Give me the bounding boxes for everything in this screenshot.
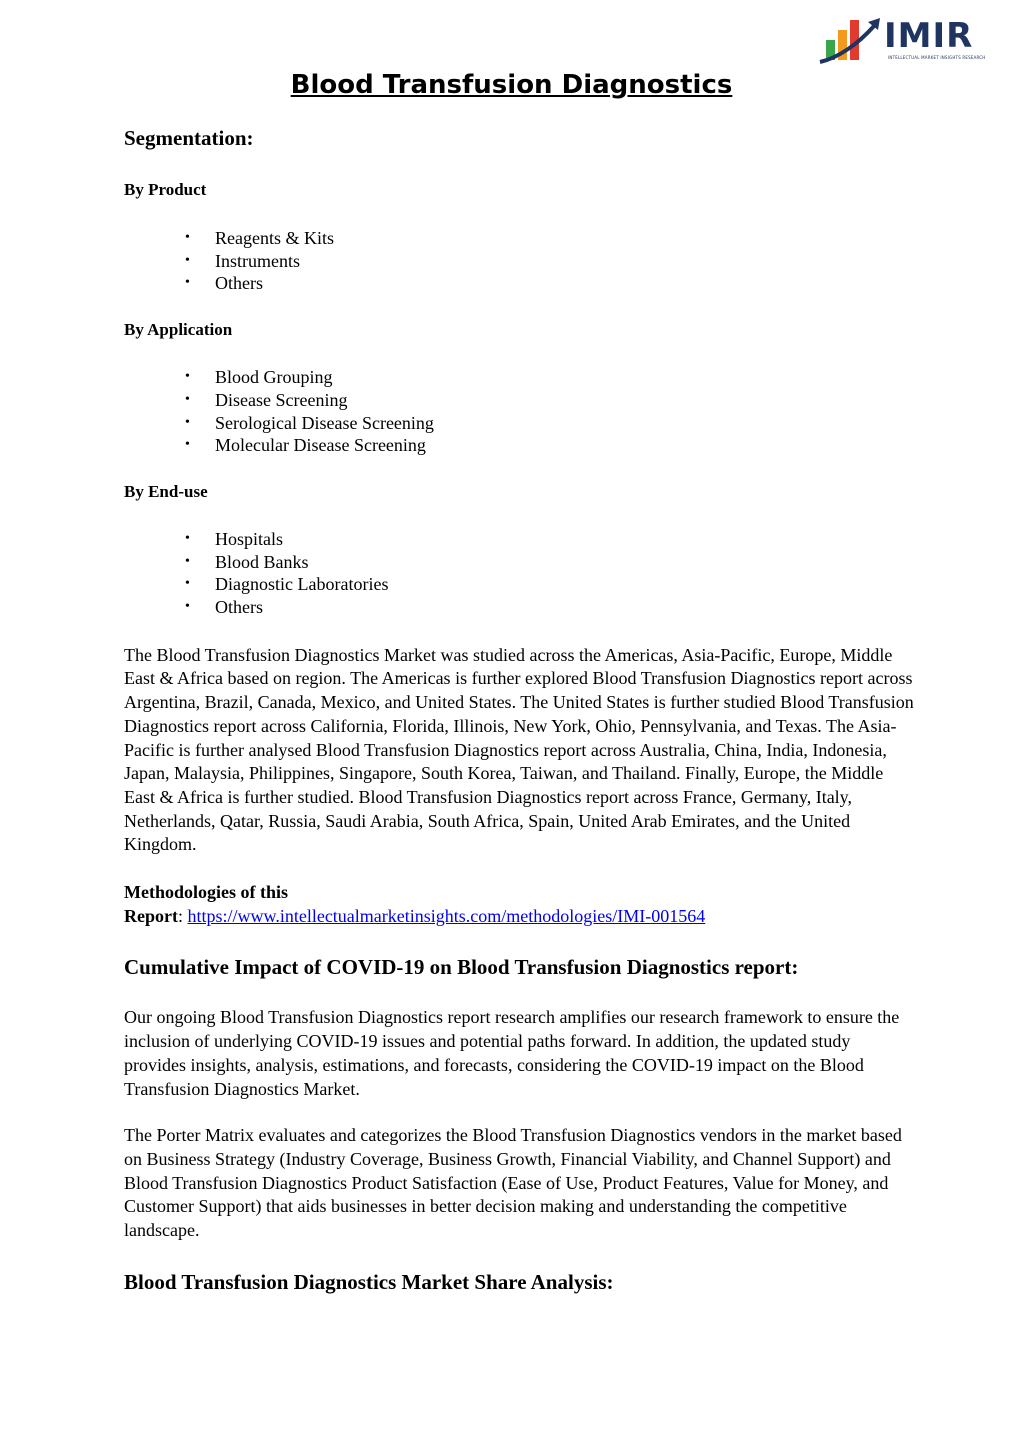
list-item: • Molecular Disease Screening [215,434,914,457]
page-title: Blood Transfusion Diagnostics [290,70,733,100]
logo-chart-icon [818,14,888,66]
imir-logo [818,14,1004,66]
market-share-heading: Blood Transfusion Diagnostics Market Share Analysis: [124,1269,614,1294]
porter-paragraph: The Porter Matrix evaluates and categorizes the Blood Transfusion Diagnostics vendors in the market based on Business Strategy (Industry Coverage, Business Growth, Financial Viability, and Channel Support) and Blood Transfusion Diagnostics Product Satisfaction (Ease of Use, Product Features, Value for Money, and Customer Support) that aids businesses in better decision making and understanding the competitive landscape. [124,1125,902,1241]
list-item: • Disease Screening [215,389,914,412]
covid-heading: Cumulative Impact of COVID-19 on Blood Transfusion Diagnostics report: [124,955,799,980]
segment-label-application: By Application [124,320,233,340]
list-item: • Instruments [215,250,914,273]
methodology-label: Methodologies of this [124,882,288,903]
segment-list-end-use [124,528,914,619]
list-item: • Others [215,596,914,619]
list-item: • Serological Disease Screening [215,412,914,435]
segment-list-application [124,366,914,457]
segment-list-product [124,227,914,295]
list-item: • Diagnostic Laboratories [215,573,914,596]
logo-wordmark: IMIR [884,16,974,56]
methodology-label-report: Report [124,905,178,926]
list-item: • Reagents & Kits [215,227,914,250]
logo-tagline: INTELLECTUAL MARKET INSIGHTS RESEARCH [888,55,986,60]
list-item: • Hospitals [215,528,914,551]
list-item: • Others [215,272,914,295]
region-paragraph: The Blood Transfusion Diagnostics Market was studied across the Americas, Asia-Pacific, Europe, Middle East & Africa based on region. The Americas is further explored Blood Transfusion Diagnostics report across Argentina, Brazil, Canada, Mexico, and United States. The United States is further studied Blood Transfusion Diagnostics report across California, Florida, Illinois, New York, Ohio, Pennsylvania, and Texas. The Asia-Pacific is further analysed Blood Transfusion Diagnostics report across Australia, China, India, Indonesia, Japan, Malaysia, Philippines, Singapore, South Korea, Taiwan, and Thailand. Finally, Europe, the Middle East & Africa is further studied. Blood Transfusion Diagnostics report across France, Germany, Italy, Netherlands, Qatar, Russia, Saudi Arabia, South Africa, Spain, United Arab Emirates, and the United Kingdom. [124,644,914,855]
segmentation-heading: Segmentation: [124,126,254,150]
list-item: • Blood Grouping [215,366,914,389]
document-body [124,124,914,1296]
list-item: • Blood Banks [215,551,914,574]
segment-label-end-use: By End-use [124,481,208,501]
methodology-separator: : [177,905,188,926]
methodology-block [124,881,914,928]
covid-paragraph: Our ongoing Blood Transfusion Diagnostics report research amplifies our research framework to ensure the inclusion of underlying COVID-19 issues and potential paths forward. In addition, the updated study provides insights, analysis, estimations, and forecasts, considering the COVID-19 impact on the Blood Transfusion Diagnostics Market. [124,1007,900,1099]
methodology-link[interactable]: https://www.intellectualmarketinsights.com/methodologies/IMI-001564 [187,905,706,926]
segment-label-product: By Product [124,180,207,199]
